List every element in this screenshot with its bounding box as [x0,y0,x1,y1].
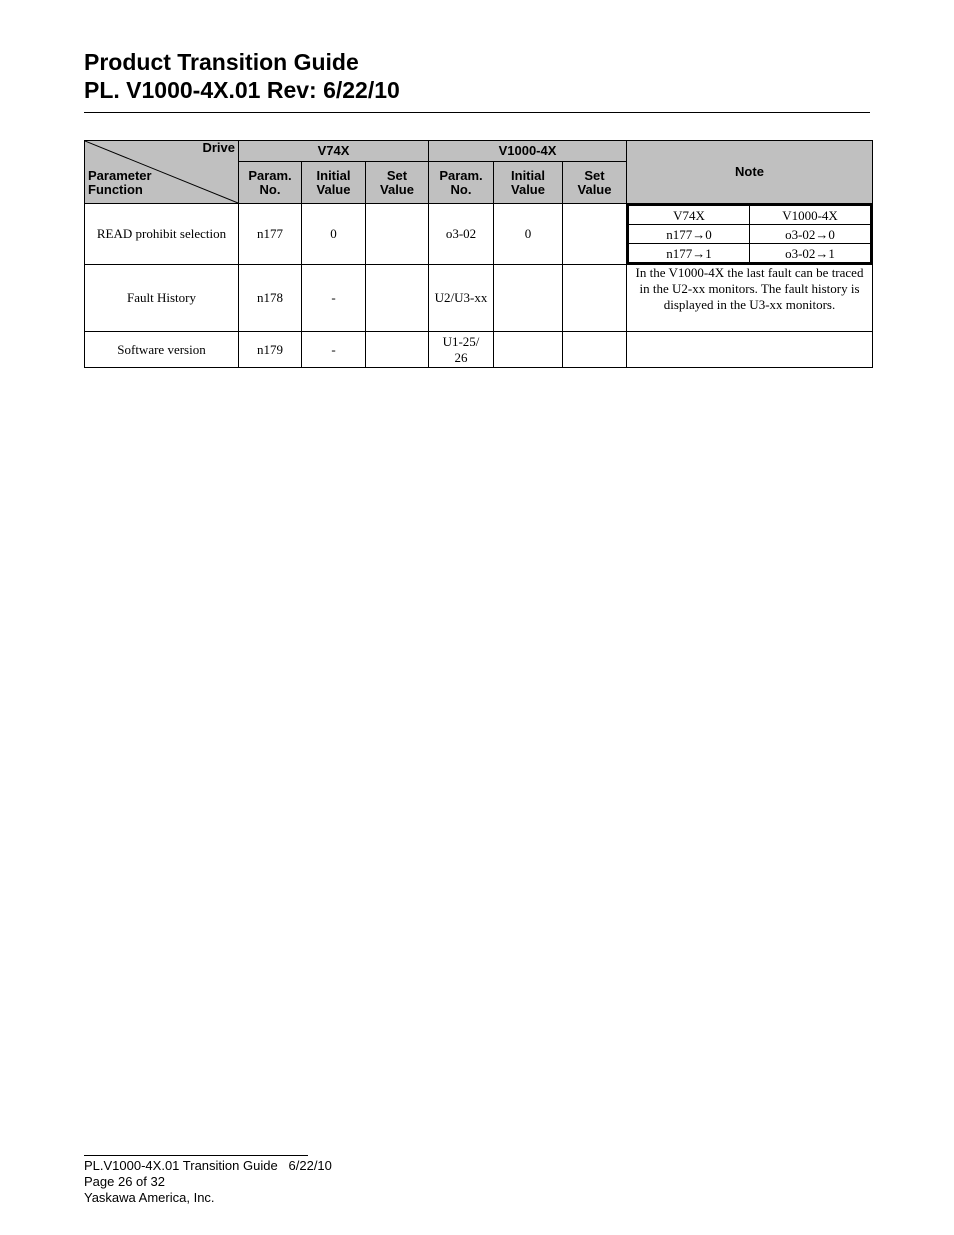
v1000-set-cell [563,204,627,265]
group-header-v1000: V1000-4X [429,141,627,162]
function-cell: READ prohibit selection [85,204,239,265]
v1000-initial-cell [494,265,563,332]
page-title [84,48,400,104]
function-cell: Software version [85,332,239,368]
v74x-initial-cell: 0 [302,204,366,265]
sub-header-text: No. [450,181,472,197]
table-row [85,204,873,265]
parameter-table [84,140,873,368]
group-header-v74x: V74X [239,141,429,162]
footer-line-1: PL.V1000-4X.01 Transition Guide 6/22/10 [84,1158,332,1173]
note-table-cell: n177→0 [628,225,750,244]
corner-function-line: Function [88,182,143,197]
note-table-header: V1000-4X [750,205,872,225]
v74x-set-cell [366,265,429,332]
sub-header-text: Value [380,181,414,197]
sub-header-set [563,162,627,204]
title-divider [84,112,870,113]
note-table-header: V74X [628,205,750,225]
v1000-initial-cell [494,332,563,368]
corner-parameter-label [88,169,152,197]
v74x-initial-cell: - [302,332,366,368]
corner-header-cell [85,141,239,204]
title-line-2: PL. V1000-4X.01 Rev: 6/22/10 [84,77,400,103]
v74x-param-cell: n179 [239,332,302,368]
page-footer [84,1158,332,1206]
table-row [85,332,873,368]
v74x-set-cell [366,332,429,368]
v74x-param-cell: n178 [239,265,302,332]
note-text: In the V1000-4X the last fault can be traced in the U2-xx monitors. The fault history is displayed in the U3-xx monitors. [635,265,864,312]
sub-header-text: No. [259,181,281,197]
v74x-set-cell [366,204,429,265]
v1000-param-cell: o3-02 [429,204,494,265]
sub-header-param [429,162,494,204]
note-cell [627,332,873,368]
sub-header-text: Value [577,181,612,197]
corner-parameter-line: Parameter [88,168,152,183]
sub-header-text: Value [316,181,351,197]
v1000-param-cell [429,332,494,368]
sub-header-param [239,162,302,204]
sub-header-text: Set [584,167,605,183]
v74x-initial-cell: - [302,265,366,332]
v74x-param-cell: n177 [239,204,302,265]
v1000-param-cell: U2/U3-xx [429,265,494,332]
title-line-1: Product Transition Guide [84,49,359,75]
sub-header-text: Param. [439,167,483,183]
v1000-set-cell [563,332,627,368]
note-cell [627,204,873,265]
note-header: Note [627,141,873,204]
note-cell [627,265,873,332]
sub-header-text: Set [386,167,408,183]
sub-header-text: Initial [511,167,545,183]
function-cell: Fault History [85,265,239,332]
footer-company: Yaskawa America, Inc. [84,1190,215,1205]
footer-divider [84,1155,308,1156]
table-row [85,265,873,332]
v1000-param-line: U1-25/ [442,333,480,349]
sub-header-initial [302,162,366,204]
sub-header-initial [494,162,563,204]
note-table-cell: o3-02→1 [750,244,872,264]
footer-page-number: Page 26 of 32 [84,1174,165,1189]
sub-header-text: Value [511,181,545,197]
sub-header-set [366,162,429,204]
note-table-cell: n177→1 [628,244,750,264]
sub-header-text: Initial [316,167,351,183]
note-mapping-table [627,204,872,264]
v1000-set-cell [563,265,627,332]
v1000-param-line: 26 [454,349,468,365]
sub-header-text: Param. [248,167,292,183]
note-table-cell: o3-02→0 [750,225,872,244]
v1000-initial-cell: 0 [494,204,563,265]
corner-drive-label: Drive [202,140,235,155]
